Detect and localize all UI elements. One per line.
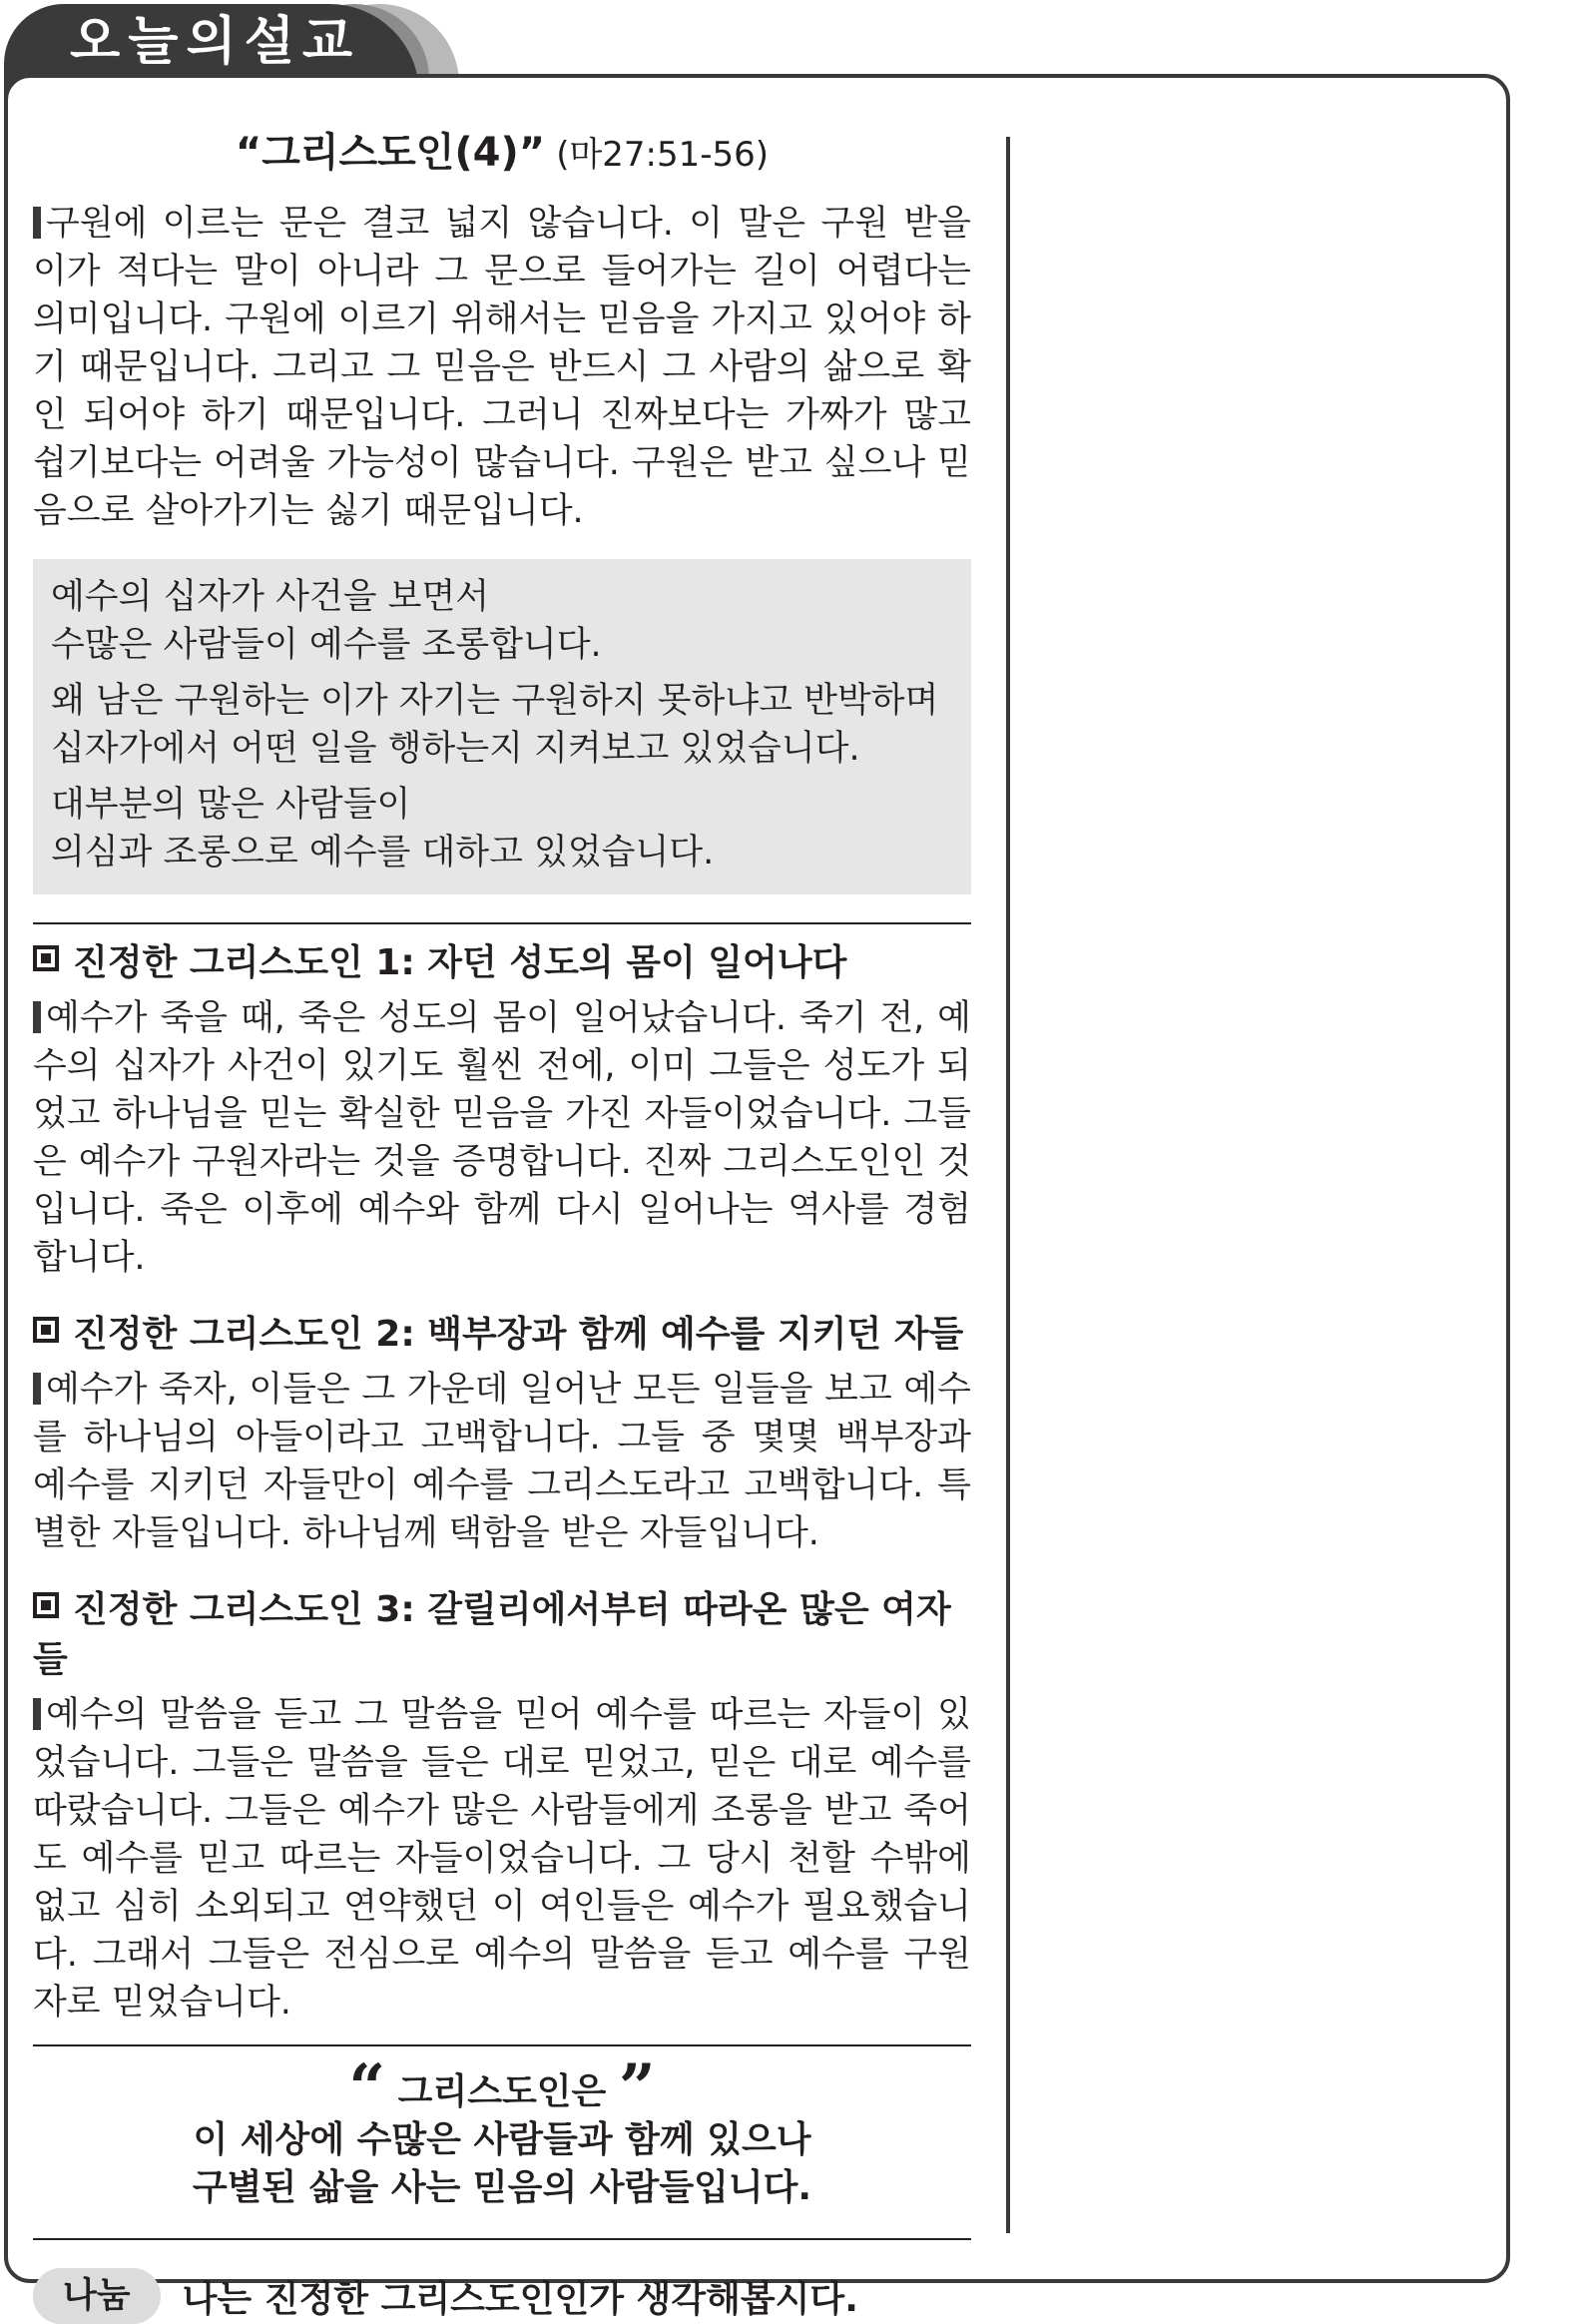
column-divider xyxy=(1006,137,1010,2233)
section-body-1 xyxy=(33,994,971,1282)
closing-line-3: 구별된 삶을 사는 믿음의 사람들입니다. xyxy=(192,2167,812,2208)
paragraph-marker-icon xyxy=(33,1001,41,1033)
box-paragraph-1 xyxy=(51,573,953,669)
intro-paragraph xyxy=(33,200,971,535)
share-prompt: 나는 진정한 그리스도인인가 생각해봅시다. xyxy=(182,2278,858,2320)
divider-line xyxy=(33,2044,971,2046)
section-heading-3 xyxy=(33,1585,971,1685)
open-quote-icon: “ xyxy=(348,2050,386,2125)
close-quote-icon: ” xyxy=(618,2050,656,2125)
section-body-2 xyxy=(33,1366,971,1557)
section-heading-text: 진정한 그리스도인 1: 자던 성도의 몸이 일어나다 xyxy=(73,942,847,983)
section-body-text: 예수가 죽자, 이들은 그 가운데 일어난 모든 일들을 보고 예수를 하나님의 아들이라고 고백합니다. 그들 중 몇몇 백부장과 예수를 지키던 자들만이 예수를 그리스도라고 고백합니다. 특별한 자들입니다. 하나님께 택함을 받은 자들입니다. xyxy=(33,1370,971,1553)
box-paragraph-3 xyxy=(51,781,953,876)
section-body-3 xyxy=(33,1691,971,2027)
section-heading-1 xyxy=(33,938,971,988)
box-line: 의심과 조롱으로 예수를 대하고 있었습니다. xyxy=(51,833,715,872)
square-bullet-icon xyxy=(33,1592,59,1618)
header-tab-title: 오늘의설교 xyxy=(70,12,361,72)
sermon-title: “그리스도인(4)” xyxy=(235,130,546,176)
box-line: 수많은 사람들이 예수를 조롱합니다. xyxy=(51,625,602,665)
paragraph-marker-icon xyxy=(33,1373,41,1405)
box-line: 십자가에서 어떤 일을 행하는지 지켜보고 있었습니다. xyxy=(51,729,860,769)
divider-line xyxy=(33,922,971,924)
box-line: 예수의 십자가 사건을 보면서 xyxy=(51,577,490,617)
section-heading-text: 진정한 그리스도인 3: 갈릴리에서부터 따라온 많은 여자들 xyxy=(33,1589,951,1680)
highlight-box xyxy=(33,559,971,894)
box-line: 왜 남은 구원하는 이가 자기는 구원하지 못하냐고 반박하며 xyxy=(51,681,939,721)
share-badge: 나눔 xyxy=(33,2268,161,2324)
section-body-text: 예수의 말씀을 듣고 그 말씀을 믿어 예수를 따르는 자들이 있었습니다. 그들은 말씀을 들은 대로 믿었고, 믿은 대로 예수를 따랐습니다. 그들은 예수가 많은 사람들에게 조롱을 받고 죽어도 예수를 믿고 따르는 자들이었습니다. 그 당시 천할 수밖에 없고 심히 소외되고 연약했던 이 여인들은 예수가 필요했습니다. 그래서 그들은 전심으로 예수의 말씀을 듣고 예수를 구원자로 믿었습니다. xyxy=(33,1695,971,2023)
sermon-column xyxy=(33,128,971,2324)
divider-line xyxy=(33,2238,971,2240)
share-row xyxy=(33,2268,971,2324)
closing-line-1 xyxy=(33,2050,971,2125)
sermon-title-row xyxy=(33,128,971,186)
closing-line-2: 이 세상에 수많은 사람들과 함께 있으나 xyxy=(193,2119,811,2160)
paragraph-marker-icon xyxy=(33,207,41,239)
paragraph-marker-icon xyxy=(33,1698,41,1730)
box-paragraph-2 xyxy=(51,677,953,773)
square-bullet-icon xyxy=(33,945,59,971)
square-bullet-icon xyxy=(33,1317,59,1343)
intro-text: 구원에 이르는 문은 결코 넓지 않습니다. 이 말은 구원 받을 이가 적다는 말이 아니라 그 문으로 들어가는 길이 어렵다는 의미입니다. 구원에 이르기 위해서는 믿음을 가지고 있어야 하기 때문입니다. 그리고 그 믿음은 반드시 그 사람의 삶으로 확인 되어야 하기 때문입니다. 그러니 진짜보다는 가짜가 많고 쉽기보다는 어려울 가능성이 많습니다. 구원은 받고 싶으나 믿음으로 살아가기는 싫기 때문입니다. xyxy=(33,204,971,531)
scripture-reference: (마27:51-56) xyxy=(556,135,770,175)
box-line: 대부분의 많은 사람들이 xyxy=(51,785,411,825)
section-heading-text: 진정한 그리스도인 2: 백부장과 함께 예수를 지키던 자들 xyxy=(73,1314,964,1355)
closing-quote xyxy=(33,2050,971,2212)
closing-text: 그리스도인은 xyxy=(397,2071,607,2112)
section-body-text: 예수가 죽을 때, 죽은 성도의 몸이 일어났습니다. 죽기 전, 예수의 십자가 사건이 있기도 훨씬 전에, 이미 그들은 성도가 되었고 하나님을 믿는 확실한 믿음을 가진 자들이었습니다. 그들은 예수가 구원자라는 것을 증명합니다. 진짜 그리스도인인 것입니다. 죽은 이후에 예수와 함께 다시 일어나는 역사를 경험합니다. xyxy=(33,998,971,1278)
section-heading-2 xyxy=(33,1310,971,1360)
